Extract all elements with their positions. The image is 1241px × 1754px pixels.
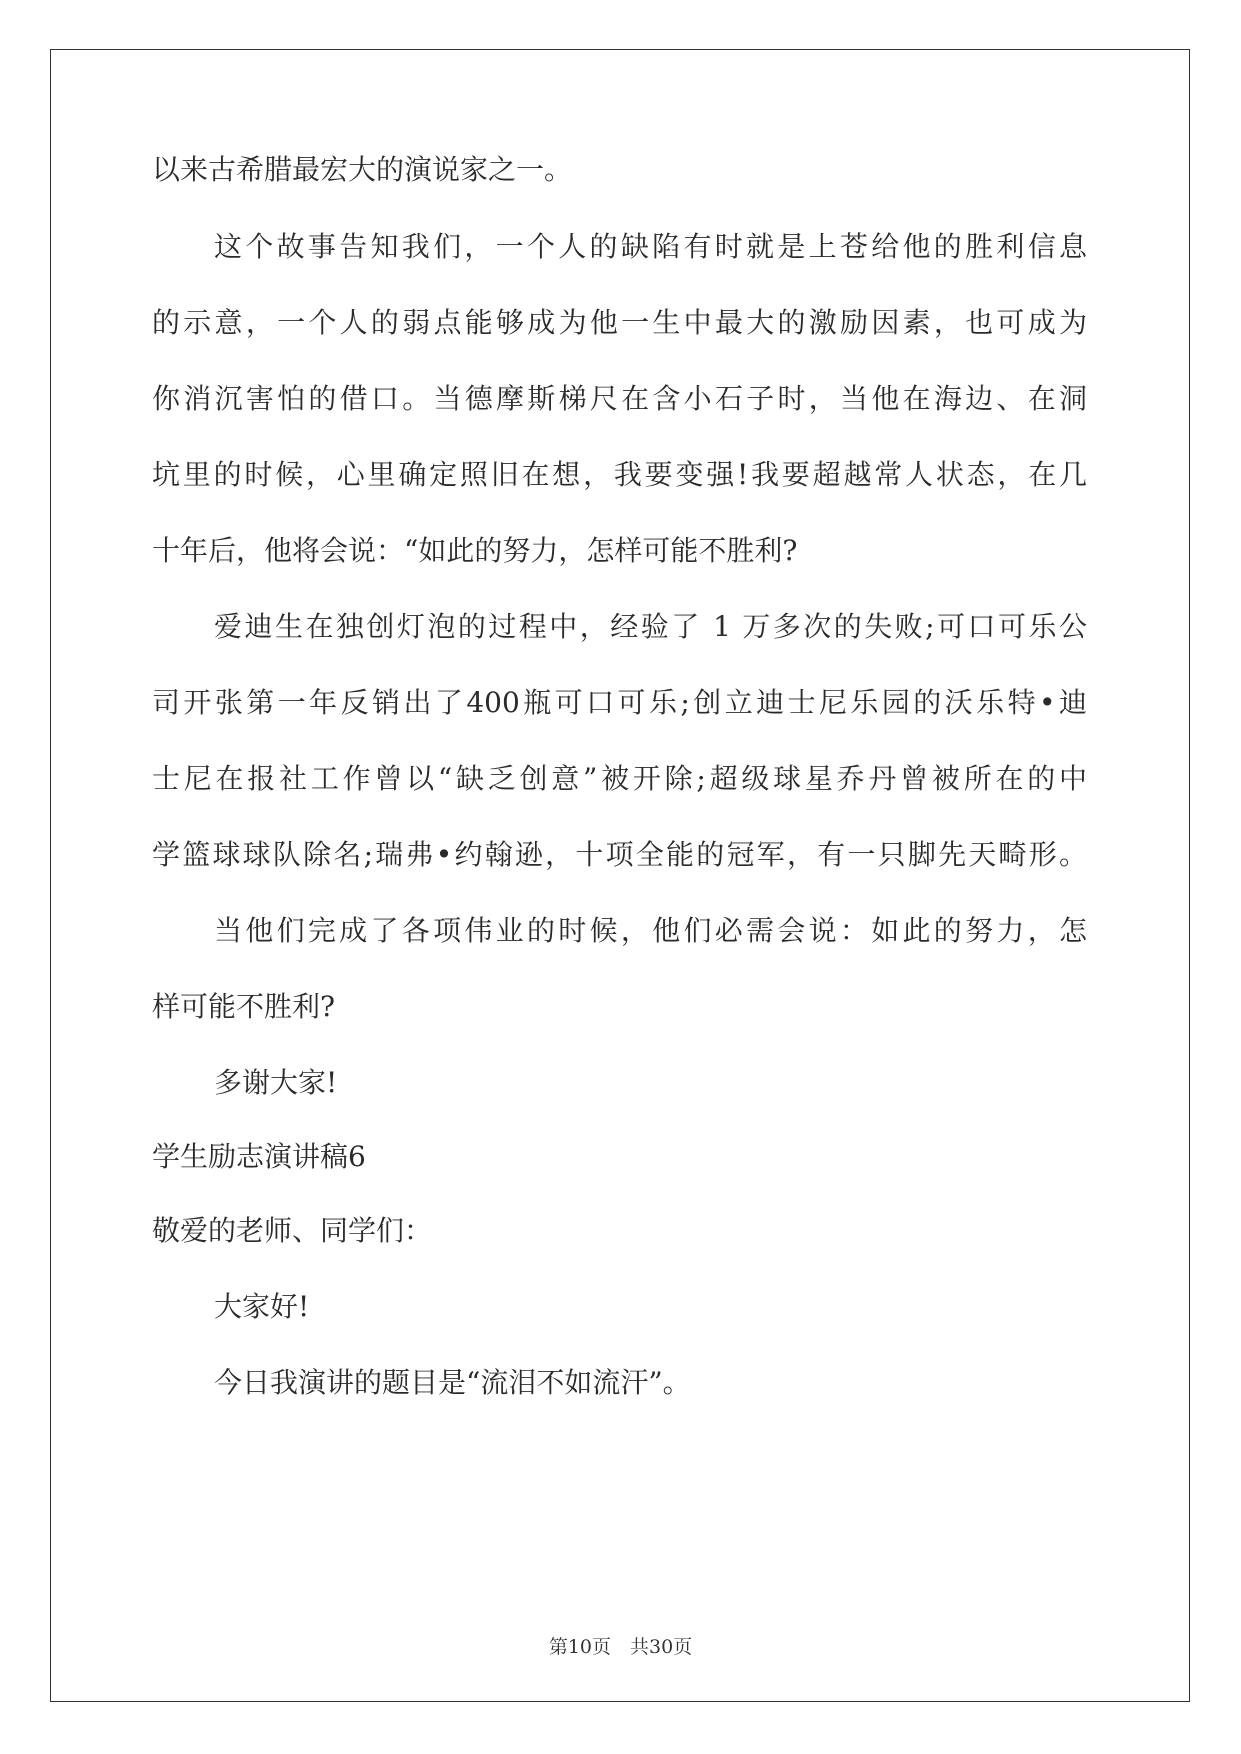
paragraph-line: 样可能不胜利?	[152, 990, 336, 1023]
section-heading: 学生励志演讲稿6	[152, 1140, 366, 1173]
paragraph-line: 以来古希腊最宏大的演说家之一。	[152, 153, 573, 186]
page-border	[50, 49, 1190, 1702]
paragraph-line: 今日我演讲的题目是“流泪不如流汗”。	[214, 1366, 691, 1399]
paragraph-line: 司开张第一年反销出了400瓶可口可乐;创立迪士尼乐园的沃乐特•迪	[152, 686, 1087, 719]
paragraph-line: 当他们完成了各项伟业的时候，他们必需会说：如此的努力，怎	[214, 914, 1087, 947]
paragraph-line: 学篮球球队除名;瑞弗•约翰逊，十项全能的冠军，有一只脚先天畸形。	[152, 838, 1087, 871]
greeting: 大家好!	[214, 1290, 310, 1323]
paragraph-line: 士尼在报社工作曾以“缺乏创意”被开除;超级球星乔丹曾被所在的中	[152, 762, 1087, 795]
page-number: 第10页 共30页	[548, 1636, 693, 1658]
paragraph-line: 爱迪生在独创灯泡的过程中，经验了 1 万多次的失败;可口可乐公	[214, 610, 1087, 643]
paragraph-line: 多谢大家!	[214, 1066, 338, 1099]
paragraph-line: 十年后，他将会说：“如此的努力，怎样可能不胜利?	[152, 534, 798, 567]
paragraph-line: 的示意，一个人的弱点能够成为他一生中最大的激励因素，也可成为	[152, 306, 1087, 339]
salutation: 敬爱的老师、同学们：	[152, 1214, 433, 1247]
paragraph-line: 这个故事告知我们，一个人的缺陷有时就是上苍给他的胜利信息	[214, 230, 1087, 263]
paragraph-line: 你消沉害怕的借口。当德摩斯梯尺在含小石子时，当他在海边、在洞	[152, 382, 1087, 415]
paragraph-line: 坑里的时候，心里确定照旧在想，我要变强!我要超越常人状态，在几	[152, 458, 1087, 491]
